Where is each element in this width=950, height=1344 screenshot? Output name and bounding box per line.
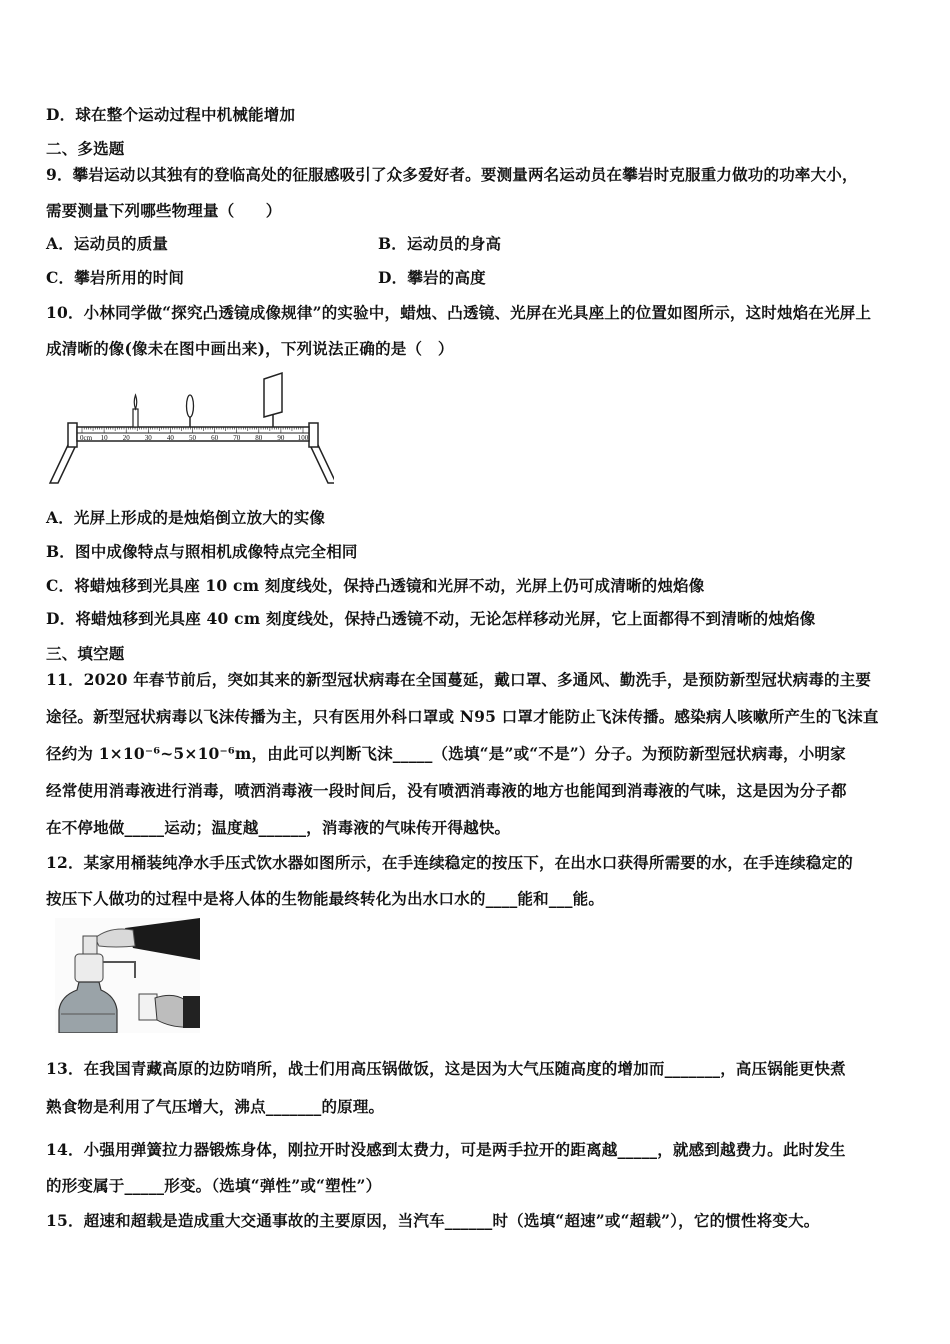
q12-line2: 按压下人做功的过程中是将人体的生物能最终转化为出水口水的____能和___能。 <box>46 889 605 908</box>
scale-label: 40 <box>166 434 174 442</box>
scale-label: 20 <box>122 434 130 442</box>
bench-right-leg <box>310 445 334 483</box>
bench-right-post <box>309 423 318 447</box>
scale-label: 80 <box>255 434 263 442</box>
q9-option-c: C．攀岩所用的时间 <box>46 268 185 287</box>
scale-label: 60 <box>211 434 219 442</box>
q8-option-d: D．球在整个运动过程中机械能增加 <box>46 105 296 124</box>
section-title-multiple-choice: 二、多选题 <box>46 139 125 158</box>
q14-line2: 的形变属于_____形变。（选填“弹性”或“塑性”） <box>46 1176 382 1195</box>
pump-body <box>75 954 103 982</box>
q10-option-d: D．将蜡烛移到光具座 40 cm 刻度线处，保持凸透镜不动，无论怎样移动光屏，它上面都得不到清晰的烛焰像 <box>46 609 816 628</box>
q9-stem-line2: 需要测量下列哪些物理量（ ） <box>46 201 282 220</box>
q11-line5: 在不停地做_____运动；温度越______，消毒液的气味传开得越快。 <box>46 818 511 837</box>
candle <box>133 409 138 427</box>
scale-label: 70 <box>233 434 241 442</box>
q11-line3: 径约为 1×10⁻⁶~5×10⁻⁶m，由此可以判断飞沫_____（选填“是”或“不是”）分子。为预防新型冠状病毒，小明家 <box>46 744 846 763</box>
section-title-fill-in: 三、填空题 <box>46 644 125 663</box>
q10-stem-line1: 10．小林同学做“探究凸透镜成像规律”的实验中，蜡烛、凸透镜、光屏在光具座上的位置如图所示，这时烛焰在光屏上 <box>46 303 872 322</box>
q9-stem-line1: 9．攀岩运动以其独有的登临高处的征服感吸引了众多爱好者。要测量两名运动员在攀岩时克服重力做功的功率大小， <box>46 165 858 184</box>
scale-label: 90 <box>277 434 285 442</box>
water-dispenser-figure <box>55 918 200 1033</box>
bench-left-post <box>68 423 77 447</box>
q10-stem-line2: 成清晰的像(像未在图中画出来)，下列说法正确的是（ ） <box>46 339 454 358</box>
optical-bench-figure <box>44 365 334 490</box>
scale-label: 100 <box>297 434 309 442</box>
q9-option-a: A．运动员的质量 <box>46 234 169 253</box>
bench-left-leg <box>50 445 76 483</box>
q10-option-a: A．光屏上形成的是烛焰倒立放大的实像 <box>46 508 326 527</box>
q11-line4: 经常使用消毒液进行消毒，喷洒消毒液一段时间后，没有喷洒消毒液的地方也能闻到消毒液的气味，这是因为分子都 <box>46 781 847 800</box>
cup <box>139 994 157 1020</box>
q12-line1: 12．某家用桶装纯净水手压式饮水器如图所示，在手连续稳定的按压下，在出水口获得所需要的水，在手连续稳定的 <box>46 853 853 872</box>
scale-label: 30 <box>144 434 152 442</box>
scale-label: 10 <box>100 434 108 442</box>
pump-top <box>83 936 97 956</box>
q10-option-b: B．图中成像特点与照相机成像特点完全相同 <box>46 542 358 561</box>
candle-flame <box>134 395 137 409</box>
q9-option-b: B．运动员的身高 <box>378 234 502 253</box>
q13-line1: 13．在我国青藏高原的边防哨所，战士们用高压锅做饭，这是因为大气压随高度的增加而_______，高压锅能更快煮 <box>46 1059 846 1078</box>
q14-line1: 14．小强用弹簧拉力器锻炼身体，刚拉开时没感到太费力，可是两手拉开的距离越_____，就感到越费力。此时发生 <box>46 1140 846 1159</box>
convex-lens <box>187 395 194 417</box>
q15-line1: 15．超速和超载是造成重大交通事故的主要原因，当汽车______时（选填“超速”或“超载”），它的惯性将变大。 <box>46 1211 820 1230</box>
q10-option-c: C．将蜡烛移到光具座 10 cm 刻度线处，保持凸透镜和光屏不动，光屏上仍可成清晰的烛焰像 <box>46 576 705 595</box>
scale-label: 50 <box>189 434 196 442</box>
scale-label: 0cm <box>80 434 93 442</box>
q11-line2: 途径。新型冠状病毒以飞沫传播为主，只有医用外科口罩或 N95 口罩才能防止飞沫传播。感染病人咳嗽所产生的飞沫直 <box>46 707 879 726</box>
second-sleeve <box>183 996 200 1028</box>
q13-line2: 熟食物是利用了气压增大，沸点_______的原理。 <box>46 1097 385 1116</box>
q11-line1: 11．2020 年春节前后，突如其来的新型冠状病毒在全国蔓延，戴口罩、多通风、勤洗手，是预防新型冠状病毒的主要 <box>46 670 872 689</box>
light-screen <box>264 373 282 417</box>
q9-option-d: D．攀岩的高度 <box>378 268 486 287</box>
